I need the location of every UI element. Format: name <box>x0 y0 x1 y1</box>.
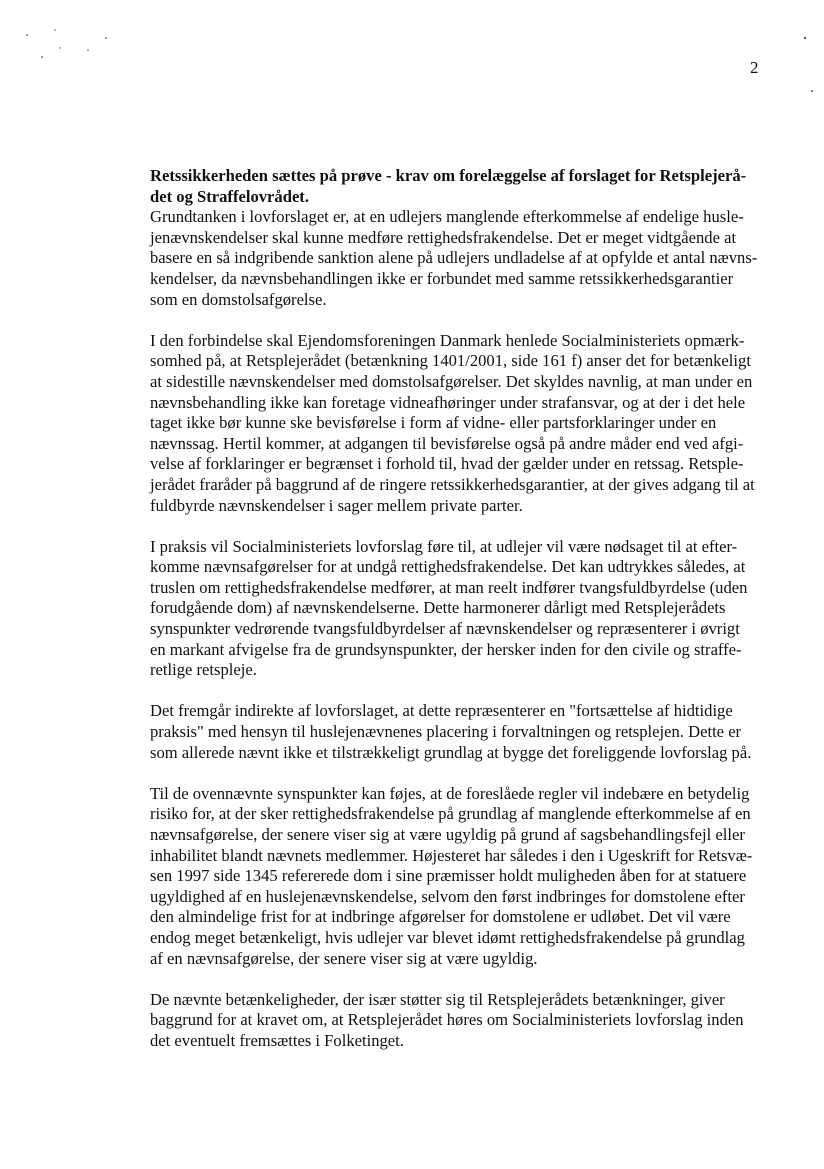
paragraph-line: forudgående dom) af nævnskendelserne. Dette harmonerer dårligt med Retsplejerådets <box>150 598 726 618</box>
paragraph-line: praksis" med hensyn til huslejenævnenes placering i forvaltningen og retsplejen. Dette er <box>150 722 742 742</box>
paragraph-line: retlige retspleje. <box>150 660 257 680</box>
page-number: 2 <box>750 58 759 77</box>
scan-speck <box>87 49 89 51</box>
paragraph-line: basere en så indgribende sanktion alene på udlejers undladelse af at opfylde et antal nævns- <box>150 248 758 268</box>
scan-speck <box>59 47 60 48</box>
paragraph-line: som en domstolsafgørelse. <box>150 289 327 309</box>
paragraph-line: at sidestille nævnskendelser med domstolsafgørelser. Det skyldes navnlig, at man under en <box>150 371 753 391</box>
paragraph <box>150 990 770 1052</box>
paragraph-line: I praksis vil Socialministeriets lovforslag føre til, at udlejer vil være nødsaget til at efter- <box>150 536 738 556</box>
paragraph-line: risiko for, at der sker rettighedsfrakendelse på grundlag af manglende efterkommelse af en <box>150 804 751 824</box>
paragraph-line: det eventuelt fremsættes i Folketinget. <box>150 1030 404 1050</box>
paragraph-line: sen 1997 side 1345 refererede dom i sine præmisser holdt muligheden åben for at statuere <box>150 866 747 886</box>
paragraph-line: Grundtanken i lovforslaget er, at en udlejers manglende efterkommelse af endelige husle- <box>150 207 744 227</box>
scan-speck <box>105 37 107 39</box>
scan-speck <box>26 34 28 36</box>
paragraph <box>150 701 770 763</box>
paragraph-line: jerådet fraråder på baggrund af de ringere retssikkerhedsgarantier, at der gives adgang til at <box>150 474 755 494</box>
paragraph-line: nævnssag. Hertil kommer, at adgangen til bevisførelse også på andre måder end ved afgi- <box>150 433 744 453</box>
paragraph-line: jenævnskendelser skal kunne medføre rettighedsfrakendelse. Det er meget vidtgående at <box>150 227 737 247</box>
paragraph-line: kendelser, da nævnsbehandlingen ikke er forbundet med samme retssikkerhedsgarantier <box>150 268 734 288</box>
paragraph-line: en markant afvigelse fra de grundsynspunkter, der hersker inden for den civile og straffe- <box>150 639 742 659</box>
heading-line: det og Straffelovrådet. <box>150 186 309 206</box>
scan-speck <box>811 90 813 92</box>
paragraph-line: som allerede nævnt ikke et tilstrækkeligt grundlag at bygge det foreliggende lovforslag på. <box>150 742 752 762</box>
scan-speck <box>54 29 56 31</box>
paragraph-line: velse af forklaringer er begrænset i forhold til, hvad der gælder under en retssag. Retsple- <box>150 454 744 474</box>
paragraph-line: truslen om rettighedsfrakendelse medfører, at man reelt indfører tvangsfuldbyrdelse (uden <box>150 577 748 597</box>
paragraph-line: endog meget betænkeligt, hvis udlejer var blevet idømt rettighedsfrakendelse på grundlag <box>150 927 745 947</box>
paragraph-line: synspunkter vedrørende tvangsfuldbyrdelser af nævnskendelser og repræsenterer i øvrigt <box>150 619 740 639</box>
paragraph <box>150 207 770 310</box>
document-body <box>150 166 770 1052</box>
paragraph-line: taget ikke bør kunne ske bevisførelse i form af vidne- eller partsforklaringer under en <box>150 413 717 433</box>
heading-line: Retssikkerheden sættes på prøve - krav om forelæggelse af forslaget for Retsplejerå- <box>150 166 747 185</box>
paragraph-line: komme nævnsafgørelser for at undgå rettighedsfrakendelse. Det kan udtrykkes således, at <box>150 557 746 577</box>
paragraph-line: I den forbindelse skal Ejendomsforeningen Danmark henlede Socialministeriets opmærk- <box>150 330 745 350</box>
paragraph-line: De nævnte betænkeligheder, der især støtter sig til Retsplejerådets betænkninger, giver <box>150 989 725 1009</box>
paragraph <box>150 331 770 516</box>
paragraph-line: nævnsafgørelse, der senere viser sig at være ugyldig på grund af sagsbehandlingsfejl eller <box>150 825 745 844</box>
paragraph-line: Det fremgår indirekte af lovforslaget, at dette repræsenterer en "fortsættelse af hidtidige <box>150 701 733 721</box>
paragraph-line: fuldbyrde nævnskendelser i sager mellem private parter. <box>150 495 523 515</box>
paragraph-line: nævnsbehandling ikke kan foretage vidneafhøringer under strafansvar, og at der i det hele <box>150 392 746 412</box>
paragraph-line: ugyldighed af en huslejenævnskendelse, selvom den først indbringes for domstolene efter <box>150 886 745 906</box>
paragraph <box>150 784 770 969</box>
paragraph <box>150 537 770 681</box>
paragraph-line: af en nævnsafgørelse, der senere viser sig at være ugyldig. <box>150 948 538 968</box>
section-heading <box>150 166 770 207</box>
scan-speck <box>41 56 43 58</box>
paragraph-line: somhed på, at Retsplejerådet (betænkning 1401/2001, side 161 f) anser det for betænkeligt <box>150 351 751 371</box>
paragraph-line: inhabilitet blandt nævnets medlemmer. Højesteret har således i den i Ugeskrift for Retsvæ- <box>150 845 753 865</box>
paragraph-line: Til de ovennævnte synspunkter kan føjes, at de foreslåede regler vil indebære en betydelig <box>150 783 750 803</box>
paragraph-line: den almindelige frist for at indbringe afgørelser for domstolene er udløbet. Det vil være <box>150 907 731 927</box>
paragraph-line: baggrund for at kravet om, at Retsplejerådet høres om Socialministeriets lovforslag inden <box>150 1010 744 1030</box>
scan-speck <box>804 37 806 39</box>
